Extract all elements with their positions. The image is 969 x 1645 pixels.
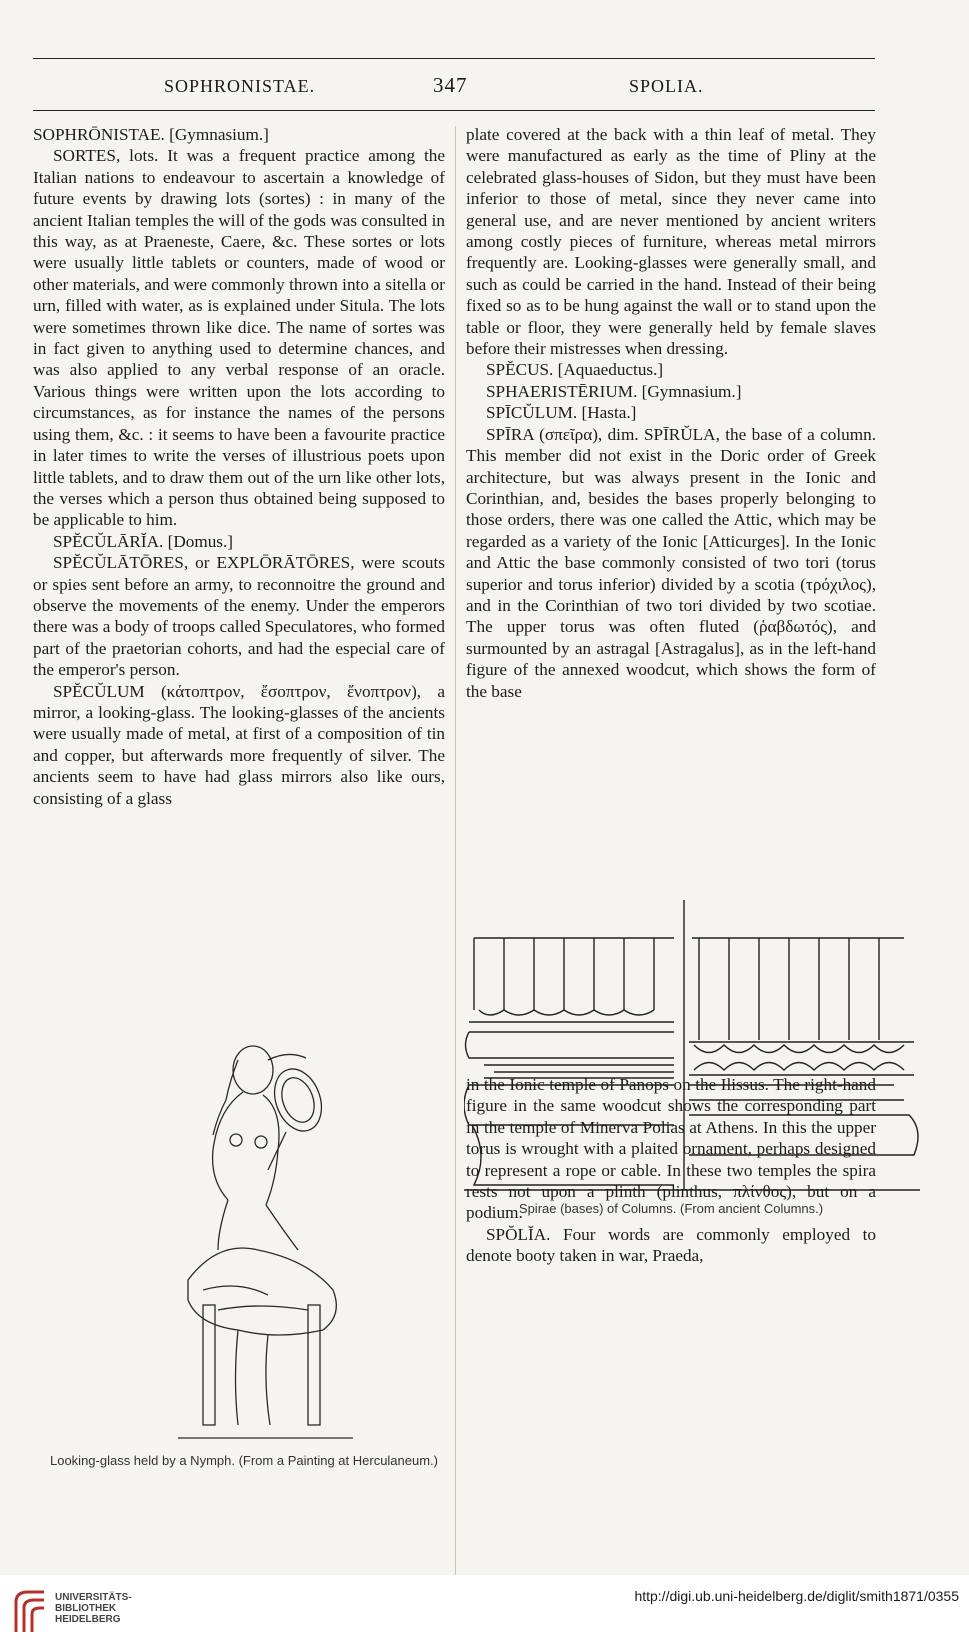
entry-spolia: SPŎLĬA. Four words are commonly employed to denote booty taken in war, Praeda, (466, 1224, 876, 1266)
column-divider (455, 126, 456, 1596)
library-footer (0, 1575, 969, 1645)
source-url-link[interactable]: http://digi.ub.uni-heidelberg.de/diglit/smith1871/0355 (634, 1588, 959, 1604)
entry-speculatores: SPĔCŬLĀTŌRES, or EXPLŌRĀTŌRES, were scouts or spies sent before an army, to reconnoitre the ground and observe the movements of the enemy. Under the emperors there was a body of troops called Speculatores, who formed part of the praetorian cohorts, and had the especial care of the emperor's person. (33, 553, 445, 680)
header-rule (33, 110, 875, 111)
entry-speculum: SPĔCŬLUM (κάτοπτρον, ἔσοπτρον, ἔνοπτρον), a mirror, a looking-glass. The looking-glasses of the ancients were usually made of metal, at first of a composition of tin and copper, but afterwards more frequently of silver. The ancients seem to have had glass mirrors also like ours, consisting of a glass (33, 681, 445, 808)
entry-sophronistae: SOPHRŌNISTAE. [Gymnasium.] (33, 125, 269, 144)
page-number: 347 (433, 73, 468, 97)
heidelberg-library-logo-icon (10, 1588, 50, 1636)
entry-sortes: SORTES, lots. It was a frequent practice among the Italian nations to endeavour to ascertain a knowledge of future events by drawing lots (sortes) : in many of the ancient Italian temples the will of the gods was consulted in this way, as at Praeneste, Caere, &c. These sortes or lots were usually little tablets or counters, made of wood or other materials, and were commonly thrown into a sitella or urn, filled with water, as is explained under Situla. The lots were sometimes thrown like dice. The name of sortes was in fact given to anything used to determine chances, and was also applied to any verbal response of an oracle. Various things were written upon the lots according to circumstances, as for instance the names of the persons using them, &c. : it seems to have been a favourite practice in later times to write the verses of illustrious poets upon little tablets, and to draw them out of the urn like other lots, the verses which a person thus obtained being supposed to be applicable to him. (33, 146, 445, 530)
library-name: UNIVERSITÄTS- BIBLIOTHEK HEIDELBERG (55, 1592, 132, 1625)
column-bases-illustration (464, 900, 920, 1195)
mirror-figure-caption: Looking-glass held by a Nymph. (From a Painting at Herculaneum.) (49, 1453, 438, 1468)
top-rule (33, 58, 875, 59)
running-head-right: SPOLIA. (629, 76, 704, 96)
nymph-mirror-illustration (158, 1040, 358, 1448)
entry-spira: SPĪRA (σπεῖρα), dim. SPĪRŬLA, the base of a column. This member did not exist in the Doric order of Greek architecture, but was always present in the Ionic and Corinthian, and, besides the bases properly belonging to those orders, there was one called the Attic, which may be regarded as a variety of the Ionic [Atticurges]. In the Ionic and Attic the base commonly consisted of two tori (torus superior and torus inferior) divided by a scotia (τρόχιλος), and in the Corinthian of two tori divided by two scotiae. The upper torus was often fluted (ῥαβδωτός), and surmounted by an astragal [Astragalus], as in the left-hand figure of the annexed woodcut, which shows the form of the base (466, 424, 876, 701)
entry-specularia: SPĔCŬLĀRĬA. [Domus.] (53, 531, 233, 551)
entry-spira-cont: in the Ionic temple of Panops on the Ilissus. The right-hand figure in the same woodcut shows the corresponding part in the temple of Minerva Polias at Athens. In this the upper torus is wrought with a plaited ornament, perhaps designed to represent a rope or cable. In these two temples the spira rests not upon a plinth (plinthus, πλίνθος), but on a podium. (466, 1074, 876, 1223)
columns-figure-caption: Spirae (bases) of Columns. (From ancient Columns.) (518, 1201, 824, 1216)
entry-specus: SPĔCUS. [Aquaeductus.] (486, 360, 664, 380)
running-head-left: SOPHRONISTAE. (164, 76, 316, 96)
entry-speculum-cont: plate covered at the back with a thin leaf of metal. They were manufactured as early as the time of Pliny at the celebrated glass-houses of Sidon, but they must have been inferior to those of metal, since they never came into general use, and are never mentioned by ancient writers among costly pieces of furniture, whereas metal mirrors frequently are. Looking-glasses were generally small, and such as could be carried in the hand. Instead of their being fixed so as to be hung against the wall or to stand upon the table or floor, they were generally held by female slaves before their mistresses when dressing. (466, 125, 876, 359)
entry-spiculum: SPĪCŬLUM. [Hasta.] (486, 403, 637, 423)
entry-sphaeristerium: SPHAERISTĒRIUM. [Gymnasium.] (486, 381, 742, 401)
left-column (33, 124, 445, 809)
